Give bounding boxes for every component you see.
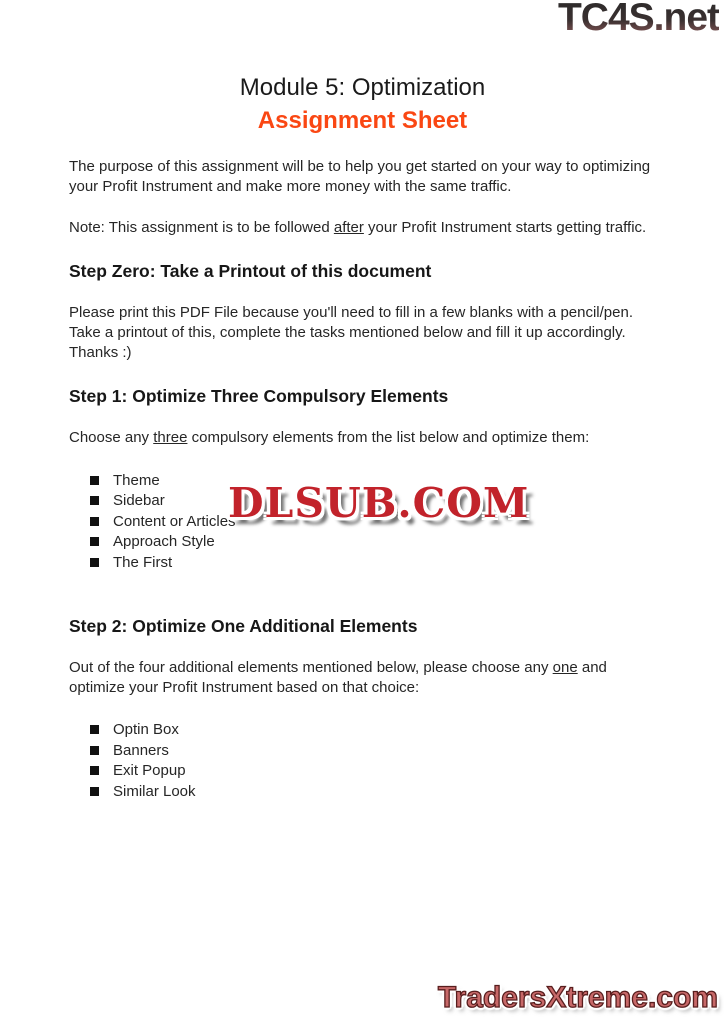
step-2-prefix: Out of the four additional elements mentioned below, please choose any [69,658,553,676]
list-item-label: Optin Box [113,721,179,739]
step-1-prefix: Choose any [69,429,154,446]
square-bullet-icon [90,766,99,775]
list-item [90,761,656,782]
list-item-label: Approach Style [113,533,215,551]
step-2-suffix: and optimize your Profit Instrument based on that choice: [69,658,607,696]
tradersxtreme-watermark: TradersXtreme.com [437,981,718,1014]
list-item-label: Exit Popup [113,762,186,780]
note-underlined-word: after [333,219,364,236]
step-zero-heading: Step Zero: Take a Printout of this document [69,261,432,281]
list-item-label: Similar Look [113,782,196,800]
list-item [90,552,656,573]
list-item-label: Sidebar [113,492,165,510]
square-bullet-icon [90,787,99,796]
square-bullet-icon [90,476,99,485]
list-item [90,740,656,761]
additional-elements-list [69,720,656,802]
page-subtitle: Assignment Sheet [257,107,468,134]
square-bullet-icon [90,725,99,734]
step-1-underlined-word: three [153,429,188,446]
list-item [90,781,656,802]
list-item [90,720,656,741]
step-1-suffix: compulsory elements from the list below and optimize them: [187,429,590,446]
intro-paragraph [69,157,656,197]
intro-text: The purpose of this assignment will be to help you get started on your way to optimizing your Profit Instrument and make more money with the same traffic. [69,158,651,195]
square-bullet-icon [90,517,99,526]
tc4s-logo: TC4S.net [558,0,719,40]
list-item-label: Content or Articles [113,512,236,530]
dlsub-watermark: DLSUB.COM [228,479,530,527]
note-suffix: your Profit Instrument starts getting traffic. [363,219,647,236]
note-paragraph [69,218,656,238]
step-2-paragraph [69,658,656,698]
page-title: Module 5: Optimization [239,74,486,101]
list-item-label: Banners [113,741,169,759]
step-zero-paragraph: Please print this PDF File because you'll need to fill in a few blanks with a pencil/pen. Take a printout of this, complete the tasks mentioned below and fill it up accordingly. Thanks :) [69,304,633,361]
step-1-heading: Step 1: Optimize Three Compulsory Elements [69,386,449,406]
square-bullet-icon [90,746,99,755]
step-2-underlined-word: one [552,658,578,676]
list-item-label: Theme [113,471,160,489]
square-bullet-icon [90,558,99,567]
note-prefix: Note: This assignment is to be followed [69,219,334,236]
step-1-paragraph [69,428,656,448]
list-item [90,532,656,553]
list-item-label: The First [113,553,173,571]
step-2-heading: Step 2: Optimize One Additional Elements [69,615,418,636]
square-bullet-icon [90,537,99,546]
square-bullet-icon [90,496,99,505]
